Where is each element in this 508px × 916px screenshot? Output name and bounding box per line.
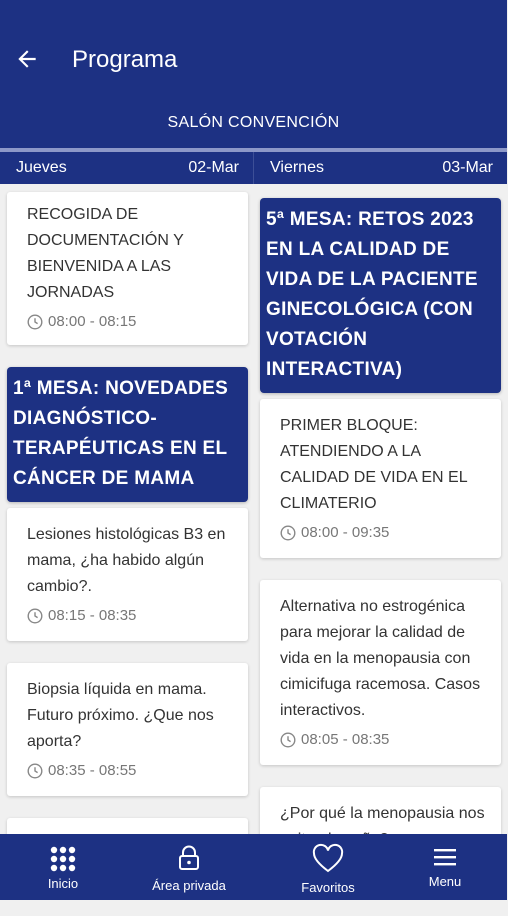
day-date: 03-Mar — [442, 159, 493, 176]
day-header — [0, 152, 507, 184]
nav-area-privada[interactable] — [126, 834, 252, 900]
clock-icon — [280, 525, 296, 541]
talk-time — [27, 309, 234, 335]
talk-title: ¿Por qué la menopausia nos — [280, 805, 485, 822]
back-arrow-icon[interactable] — [14, 46, 40, 72]
clock-icon — [27, 314, 43, 330]
day-date: 02-Mar — [188, 159, 239, 176]
grid-icon — [50, 846, 76, 872]
talk-time — [280, 727, 487, 753]
heart-icon — [312, 845, 344, 873]
talk-card[interactable] — [7, 508, 248, 641]
talk-card[interactable] — [7, 663, 248, 796]
nav-label: Favoritos — [301, 880, 355, 895]
talk-time — [27, 758, 234, 784]
talk-time — [280, 520, 487, 546]
clock-icon — [27, 608, 43, 624]
talk-title: Alternativa no estrogénica para mejorar la calidad de vida en la menopausia con cimicifuga racemosa. Casos interactivos. — [280, 598, 481, 719]
talk-title: Lesiones histológicas B3 en mama, ¿ha habido algún cambio?. — [27, 526, 226, 595]
talk-time-text: 08:05 - 08:35 — [301, 731, 390, 748]
day-name: Jueves — [16, 159, 67, 176]
nav-label: Área privada — [152, 878, 226, 893]
hamburger-icon — [433, 847, 457, 867]
day-name: Viernes — [270, 159, 324, 176]
bottom-navigation — [0, 834, 507, 900]
talk-card[interactable] — [260, 399, 501, 558]
talk-time-text: 08:00 - 08:15 — [48, 313, 137, 330]
talk-card[interactable] — [7, 192, 248, 345]
nav-favoritos[interactable] — [265, 834, 391, 900]
talk-time-text: 08:00 - 09:35 — [301, 524, 390, 541]
nav-menu[interactable] — [382, 834, 508, 900]
session-header[interactable]: 1ª MESA: NOVEDADES DIAGNÓSTICO-TERAPÉUTICAS EN EL CÁNCER DE MAMA — [7, 367, 248, 502]
app-bar — [0, 24, 507, 96]
friday-column — [260, 198, 501, 916]
session-header[interactable]: 5ª MESA: RETOS 2023 EN LA CALIDAD DE VIDA DE LA PACIENTE GINECOLÓGICA (CON VOTACIÓN INTERACTIVA) — [260, 198, 501, 393]
talk-time-text: 08:15 - 08:35 — [48, 607, 137, 624]
lock-icon — [178, 845, 200, 871]
talk-title: Biopsia líquida en mama. Futuro próximo. ¿Que nos aporta? — [27, 681, 214, 750]
nav-label: Inicio — [47, 876, 79, 891]
talk-title: RECOGIDA DE DOCUMENTACIÓN Y BIENVENIDA A LAS JORNADAS — [27, 206, 184, 301]
day-column-header-friday — [254, 152, 507, 184]
status-bar — [0, 0, 507, 24]
talk-title: PRIMER BLOQUE: ATENDIENDO A LA CALIDAD DE VIDA EN EL CLIMATERIO — [280, 417, 468, 512]
talk-time — [27, 603, 234, 629]
hall-name: SALÓN CONVENCIÓN — [0, 96, 507, 148]
schedule-content[interactable] — [0, 184, 507, 834]
page-title: Programa — [72, 46, 178, 73]
nav-label: Menu — [428, 874, 462, 889]
talk-card[interactable] — [260, 580, 501, 765]
clock-icon — [280, 732, 296, 748]
nav-inicio[interactable] — [0, 834, 126, 900]
talk-time-text: 08:35 - 08:55 — [48, 762, 137, 779]
clock-icon — [27, 763, 43, 779]
day-column-header-thursday — [0, 152, 253, 184]
thursday-column — [7, 192, 248, 892]
